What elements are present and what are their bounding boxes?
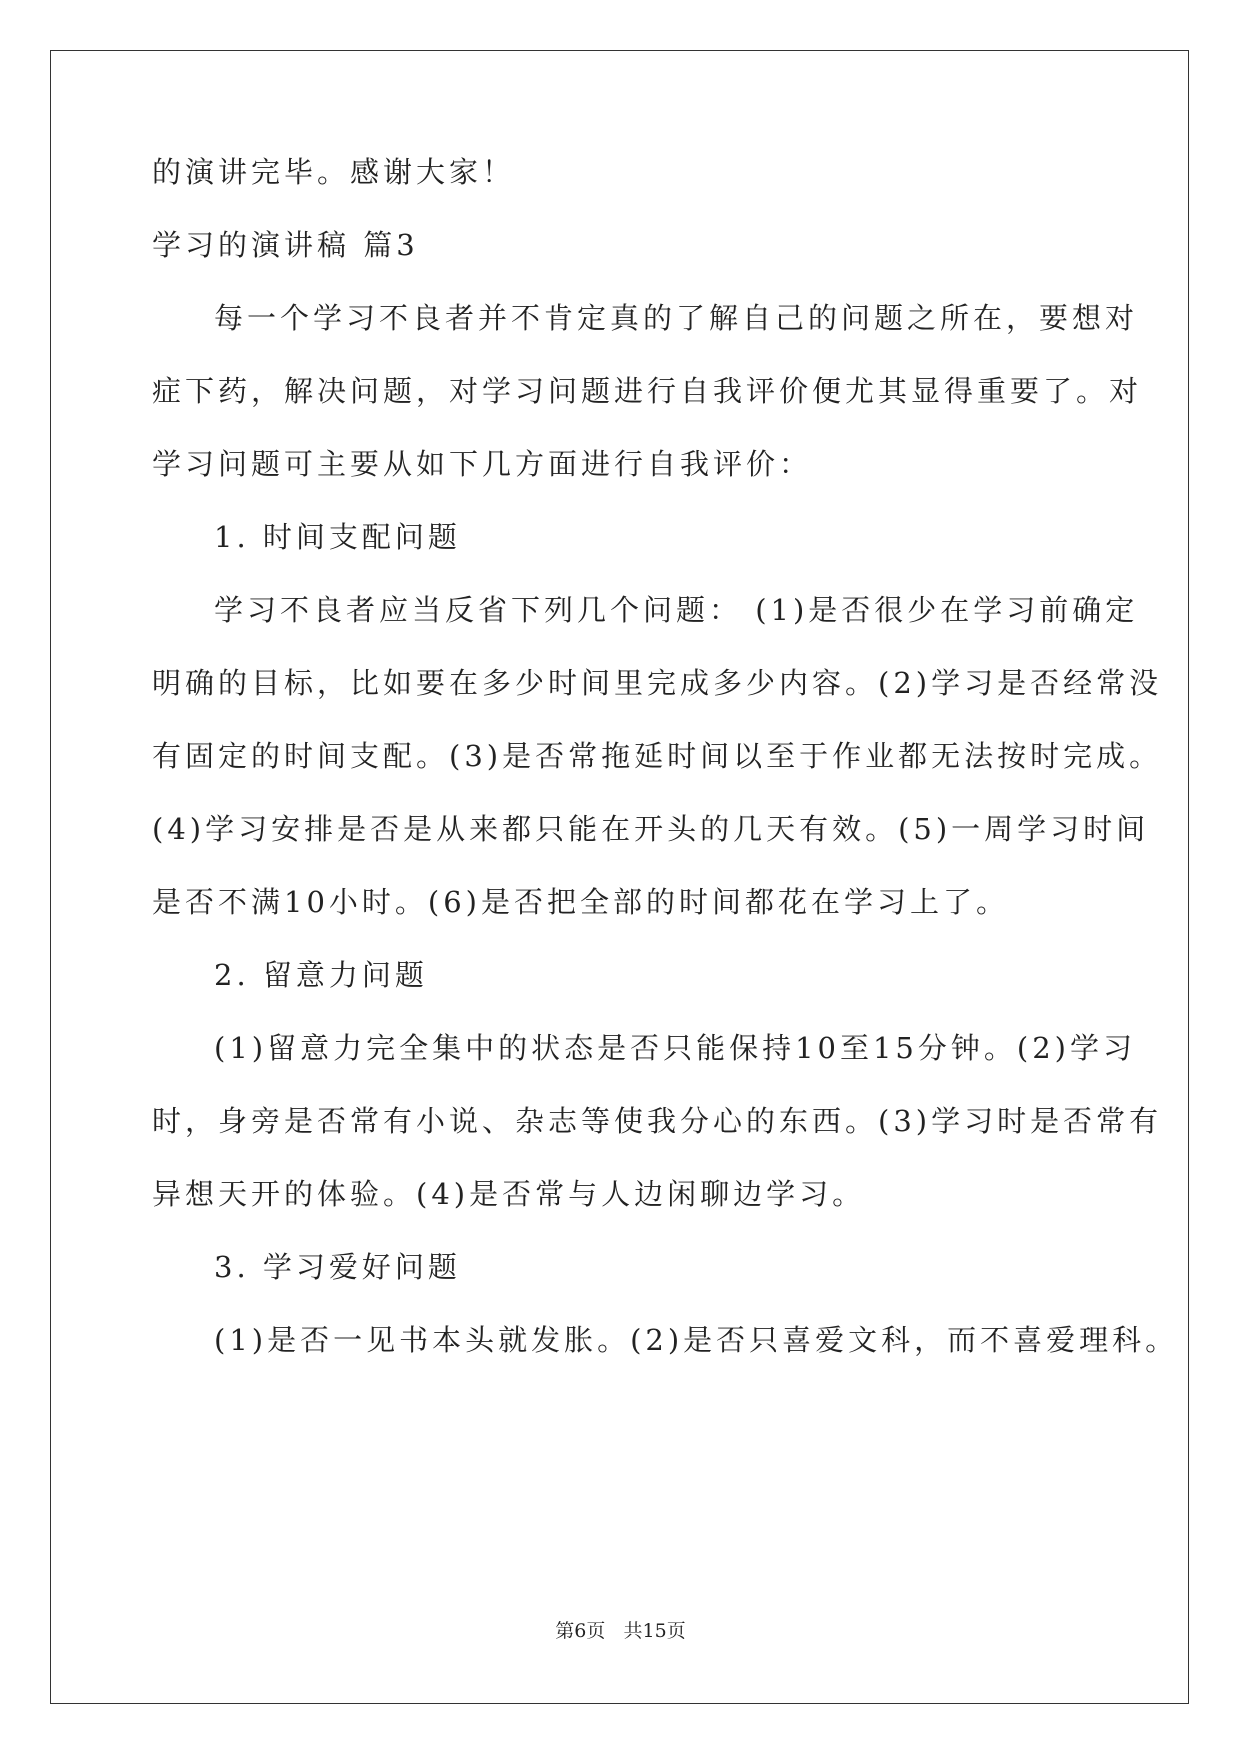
subheading-attention: 2. 留意力问题: [214, 958, 428, 992]
paragraph-line: 明确的目标，比如要在多少时间里完成多少内容。(2)学习是否经常没: [152, 666, 1163, 700]
subheading-interest: 3. 学习爱好问题: [214, 1250, 461, 1284]
paragraph-line: 每一个学习不良者并不肯定真的了解自己的问题之所在，要想对: [214, 301, 1139, 335]
page-footer: [0, 1618, 1241, 1644]
paragraph-line: (1)留意力完全集中的状态是否只能保持10至15分钟。(2)学习: [214, 1031, 1136, 1065]
paragraph-line: 异想天开的体验。(4)是否常与人边闲聊边学习。: [152, 1177, 866, 1211]
paragraph-line: 有固定的时间支配。(3)是否常拖延时间以至于作业都无法按时完成。: [152, 739, 1163, 773]
paragraph-line: 是否不满10小时。(6)是否把全部的时间都花在学习上了。: [152, 885, 1009, 919]
paragraph-line: (4)学习安排是否是从来都只能在开头的几天有效。(5)一周学习时间: [152, 812, 1150, 846]
paragraph-line: 的演讲完毕。感谢大家！: [152, 155, 516, 189]
paragraph-line: 时，身旁是否常有小说、杂志等使我分心的东西。(3)学习时是否常有: [152, 1104, 1163, 1138]
paragraph-line: 症下药，解决问题，对学习问题进行自我评价便尤其显得重要了。对: [152, 374, 1143, 408]
section-heading: 学习的演讲稿 篇3: [152, 228, 419, 262]
page-total: 共15页: [623, 1620, 686, 1642]
paragraph-line: 学习问题可主要从如下几方面进行自我评价：: [152, 447, 813, 481]
paragraph-line: (1)是否一见书本头就发胀。(2)是否只喜爱文科，而不喜爱理科。: [214, 1323, 1179, 1357]
subheading-time: 1. 时间支配问题: [214, 520, 461, 554]
page-number: 第6页: [555, 1620, 606, 1642]
paragraph-line: 学习不良者应当反省下列几个问题： (1)是否很少在学习前确定: [214, 593, 1139, 627]
